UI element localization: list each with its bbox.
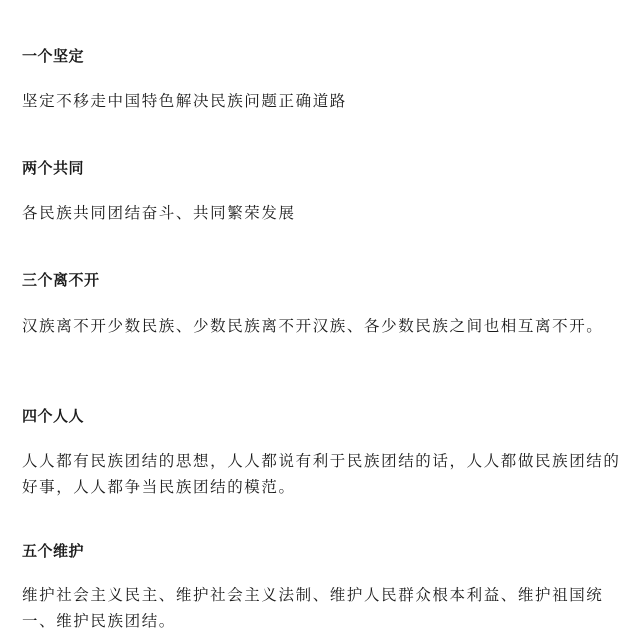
section-body: 维护社会主义民主、维护社会主义法制、维护人民群众根本利益、维护祖国统一、维护民族团结。 [22, 586, 604, 630]
section-body: 汉族离不开少数民族、少数民族离不开汉族、各少数民族之间也相互离不开。 [22, 317, 604, 335]
section-heading: 四个人人 [22, 407, 85, 425]
section-heading: 五个维护 [22, 542, 85, 560]
section-heading: 一个坚定 [22, 47, 85, 65]
section-heading: 三个离不开 [22, 271, 100, 289]
section-heading: 两个共同 [22, 159, 85, 177]
section-body: 坚定不移走中国特色解决民族问题正确道路 [22, 92, 347, 110]
section-five [22, 0, 622, 640]
section-body: 人人都有民族团结的思想，人人都说有利于民族团结的话，人人都做民族团结的好事，人人都争当民族团结的模范。 [22, 452, 621, 496]
section-body: 各民族共同团结奋斗、共同繁荣发展 [22, 204, 296, 222]
